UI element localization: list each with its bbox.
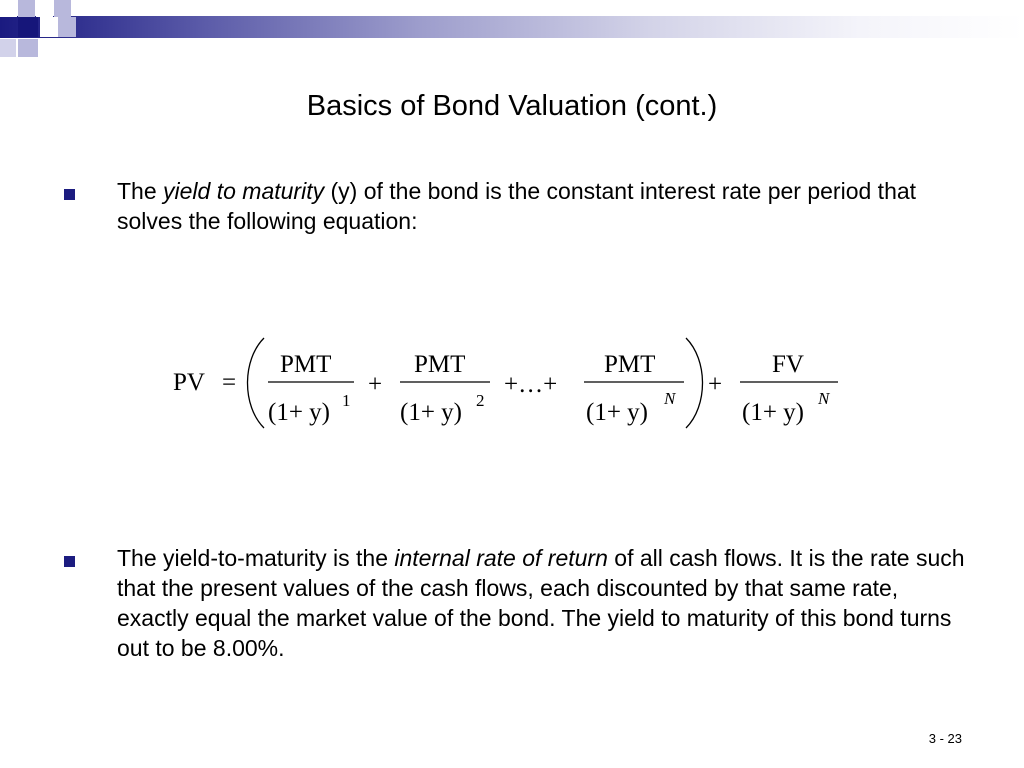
exponent: N <box>664 389 676 408</box>
page-number: 3 - 23 <box>928 731 962 746</box>
exponent: N <box>818 389 830 408</box>
text-segment: of all cash flows. It is the rate such that the present values of the cash flows, each discounted by that same rate, exactly equal the market value of the bond. The yield to maturity of this bond turns out to be 8.00%. <box>117 545 965 661</box>
plus-sign: + <box>368 371 383 398</box>
left-parenthesis <box>248 338 265 428</box>
header-gradient-band <box>0 16 1024 38</box>
numerator-fv: FV <box>772 351 804 378</box>
bullet-square-icon <box>64 556 75 567</box>
ellipsis-plus: +…+ <box>504 371 558 398</box>
header-square <box>0 39 16 57</box>
right-parenthesis <box>686 338 703 428</box>
text-segment: The <box>117 178 164 204</box>
numerator: PMT <box>604 351 656 378</box>
numerator: PMT <box>414 351 466 378</box>
numerator: PMT <box>280 351 332 378</box>
bullet-text-yield-definition <box>117 176 987 236</box>
denominator: (1+ y) <box>742 399 804 426</box>
header-square <box>18 39 38 57</box>
header-square <box>40 17 58 37</box>
exponent: 2 <box>476 391 485 410</box>
plus-sign: + <box>708 371 723 398</box>
italic-term: internal rate of return <box>394 545 608 571</box>
denominator: (1+ y) <box>400 399 462 426</box>
slide-title: Basics of Bond Valuation (cont.) <box>306 90 718 122</box>
header-square <box>18 17 38 37</box>
bullet-square-icon <box>64 189 75 200</box>
denominator: (1+ y) <box>268 399 330 426</box>
text-segment: The yield-to-maturity is the <box>117 545 395 571</box>
bond-pricing-equation <box>160 330 860 435</box>
header-square <box>36 0 53 17</box>
exponent: 1 <box>342 391 351 410</box>
equation-lhs: PV <box>173 369 205 396</box>
header-square <box>58 17 76 37</box>
bullet-text-irr <box>117 543 967 663</box>
denominator: (1+ y) <box>586 399 648 426</box>
header-square <box>18 0 35 17</box>
text-segment: (y) of the bond is the constant interest rate per period that solves the following equation: <box>117 178 917 234</box>
equation-equals: = <box>222 369 237 396</box>
header-square <box>54 0 71 17</box>
italic-term: yield to maturity <box>163 178 325 204</box>
header-square <box>0 0 17 17</box>
